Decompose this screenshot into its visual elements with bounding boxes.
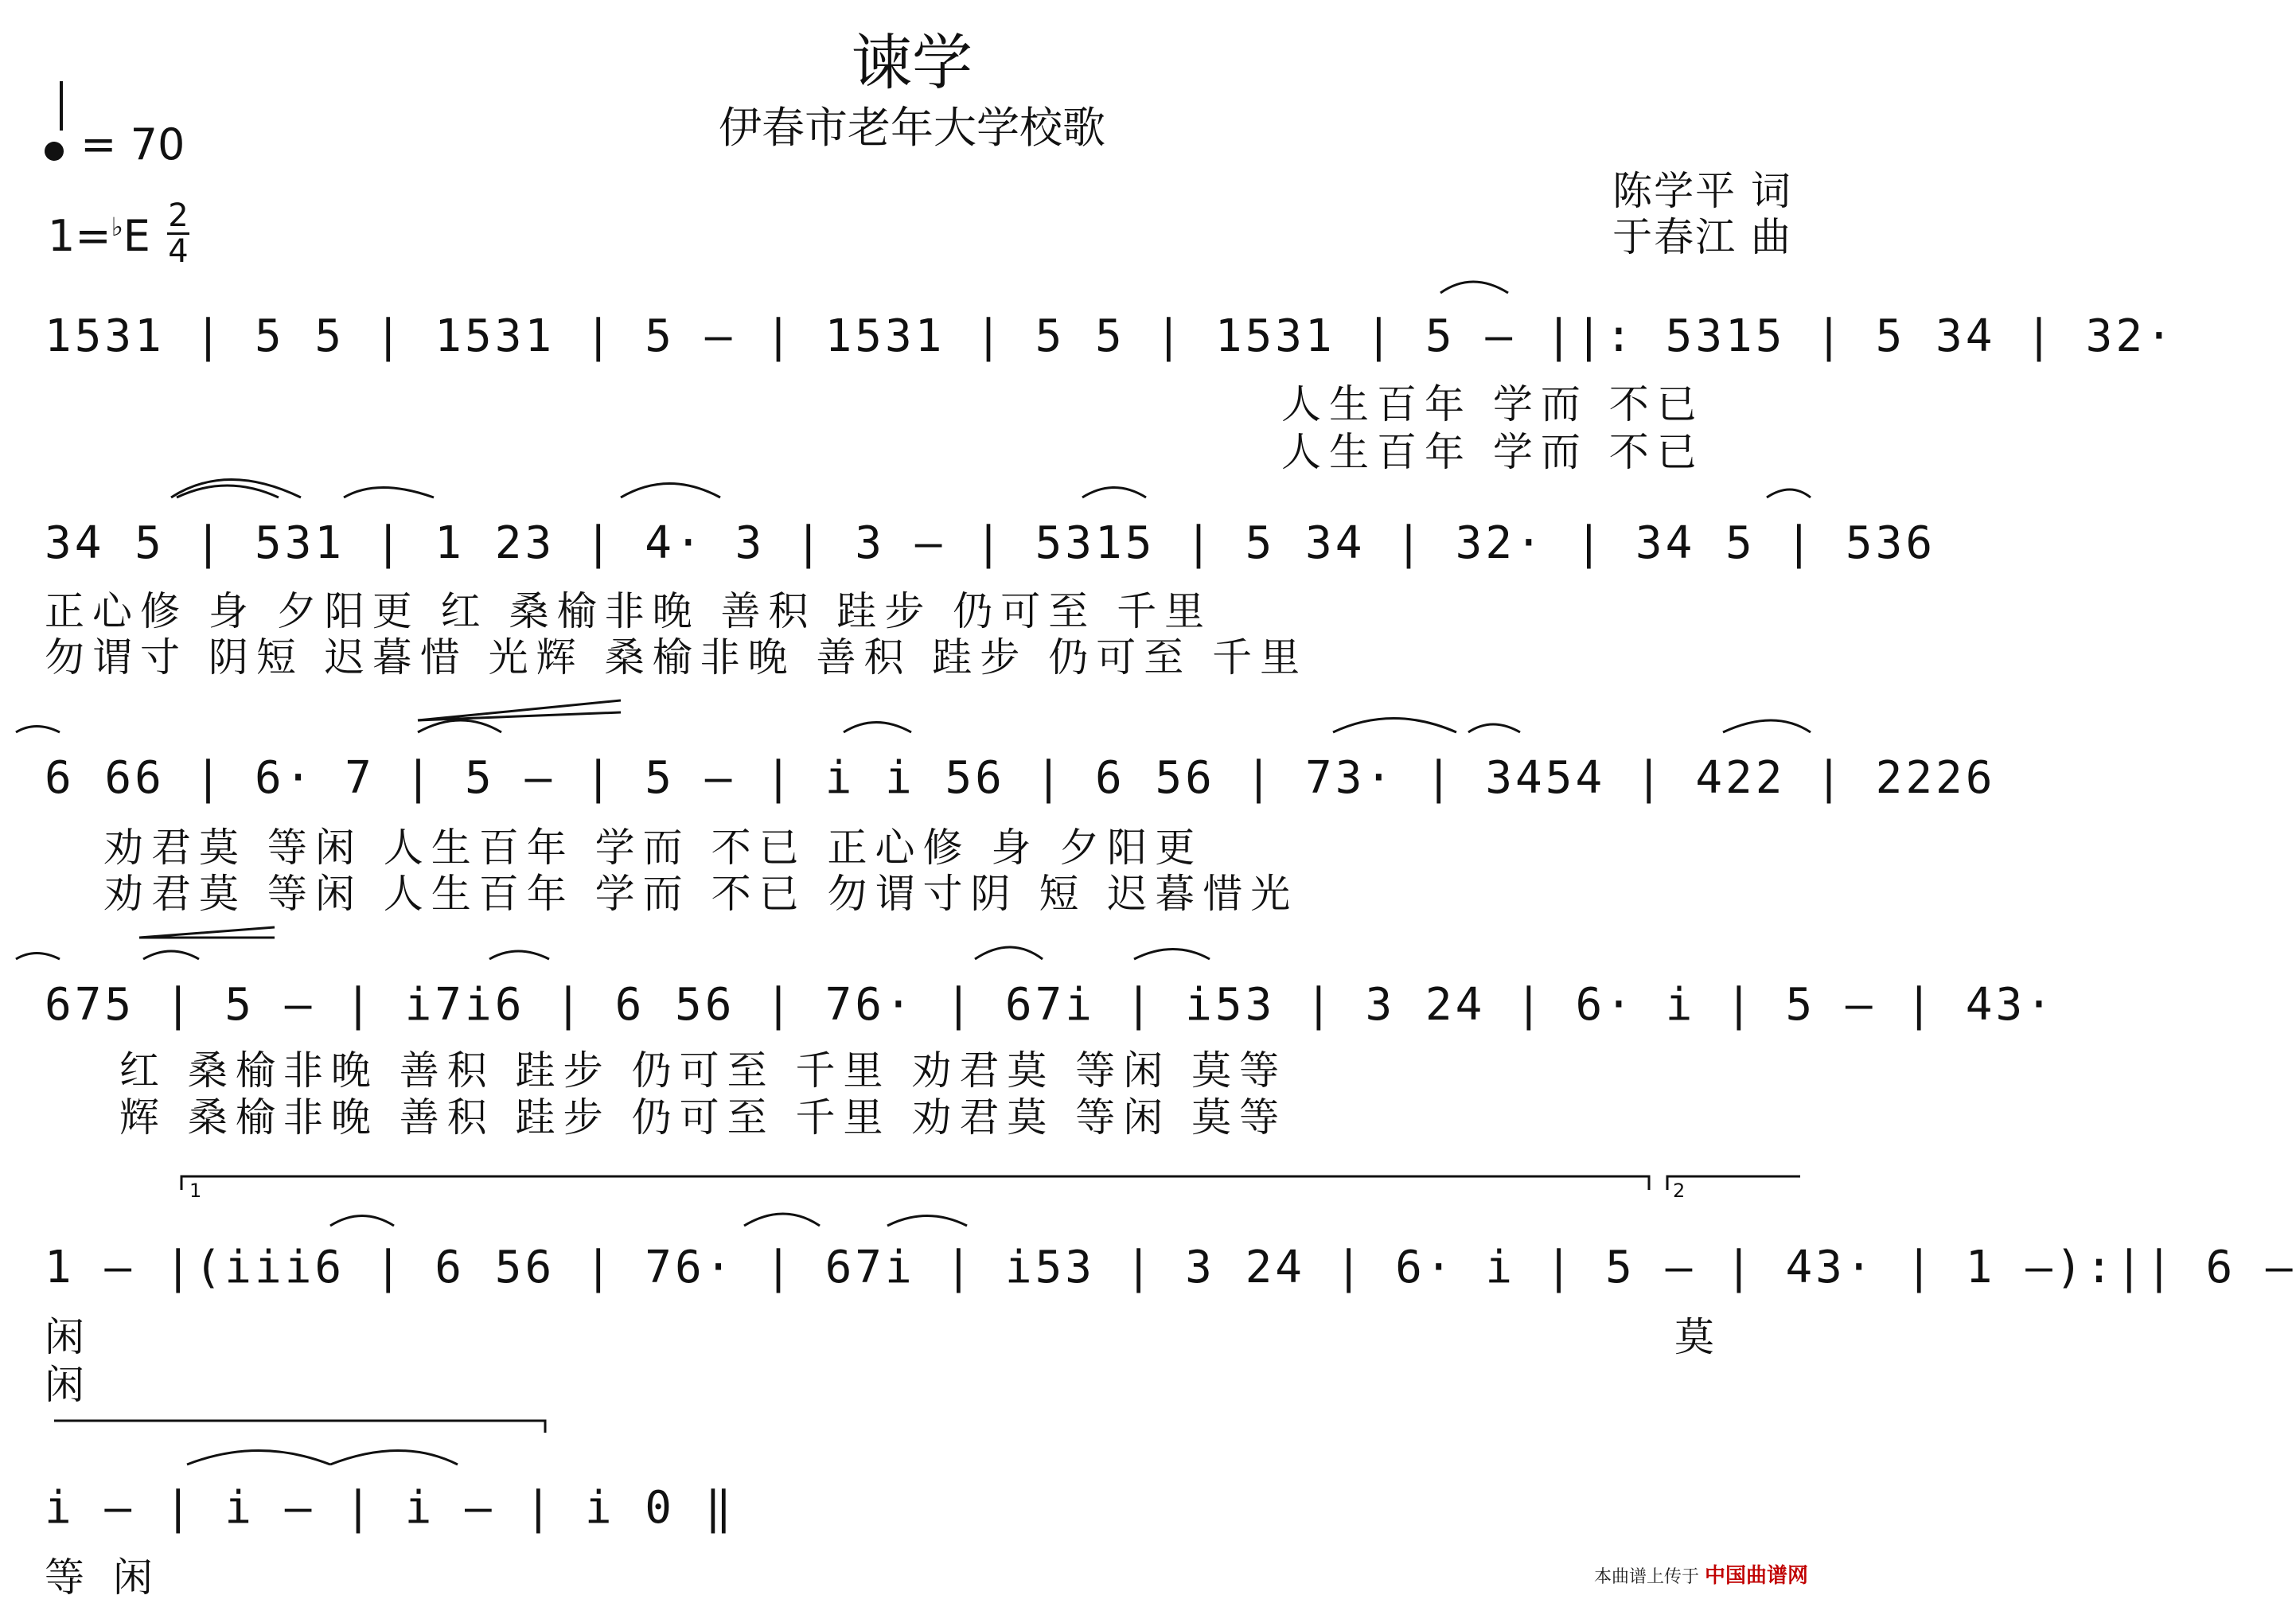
lyrics-line-4-verse-2: 辉 桑榆非晚 善积 跬步 仍可至 千里 劝君莫 等闲 莫等: [119, 1094, 1288, 1141]
lyrics-line-5-verse-2: 闲: [45, 1362, 92, 1408]
lyrics-line-2-verse-2: 勿谓寸 阴短 迟暮惜 光辉 桑榆非晚 善积 跬步 仍可至 千里: [45, 634, 1308, 681]
site-logo: 中国曲谱网: [1704, 1564, 1808, 1588]
watermark: 本曲谱上传于 中国曲谱网: [1593, 1564, 1808, 1588]
lyrics-line-4-verse-1: 红 桑榆非晚 善积 跬步 仍可至 千里 劝君莫 等闲 莫等: [119, 1047, 1288, 1094]
score-line-3: 6 66 | 6· 7 | 5 – | 5 – | i i 56 | 6 56 | 73· | 3454 | 422 | 2226: [45, 752, 1996, 804]
volta-1-label: 1: [189, 1180, 202, 1202]
song-title: 谏学: [852, 27, 973, 98]
lyrics-line-2-verse-1: 正心修 身 夕阳更 红 桑榆非晚 善积 跬步 仍可至 千里: [45, 588, 1213, 634]
score-line-1: 1531 | 5 5 | 1531 | 5 – | 1531 | 5 5 | 1531 | 5 – ||: 5315 | 5 34 | 32·: [45, 310, 2176, 362]
tempo-value: = 70: [80, 119, 185, 170]
key-signature: 1=♭E: [48, 211, 150, 261]
lyrics-line-5-ending: 莫: [1674, 1314, 1722, 1360]
lyrics-line-1-verse-2: 人生百年 学而 不已: [1281, 429, 1705, 475]
lyrics-line-5-verse-1: 闲: [45, 1314, 92, 1360]
song-subtitle: 伊春市老年大学校歌: [719, 103, 1105, 153]
score-line-2: 34 5 | 531 | 1 23 | 4· 3 | 3 – | 5315 | 5 34 | 32· | 34 5 | 536: [45, 517, 1936, 569]
volta-2-label: 2: [1673, 1180, 1686, 1202]
composer-credit: 于春江 曲: [1612, 214, 1792, 260]
score-line-6: i – | i – | i – | i 0 ‖: [45, 1482, 735, 1534]
score-line-4: 675 | 5 – | i7i6 | 6 56 | 76· | 67i | i53 | 3 24 | 6· i | 5 – | 43·: [45, 979, 2056, 1031]
lyricist-credit: 陈学平 词: [1612, 168, 1792, 214]
score-line-5: 1 – |(iii6 | 6 56 | 76· | 67i | i53 | 3 24 | 6· i | 5 – | 43· | 1 –):|| 6 –: [45, 1242, 2296, 1293]
lyrics-line-3-verse-1: 劝君莫 等闲 人生百年 学而 不已 正心修 身 夕阳更: [103, 825, 1203, 871]
lyrics-line-3-verse-2: 劝君莫 等闲 人生百年 学而 不已 勿谓寸阴 短 迟暮惜光: [103, 871, 1299, 917]
time-signature: 2 4: [168, 197, 189, 270]
lyrics-line-6: 等 闲: [45, 1554, 161, 1601]
flat-icon: ♭: [111, 212, 123, 242]
lyrics-line-1-verse-1: 人生百年 学而 不已: [1281, 381, 1705, 427]
